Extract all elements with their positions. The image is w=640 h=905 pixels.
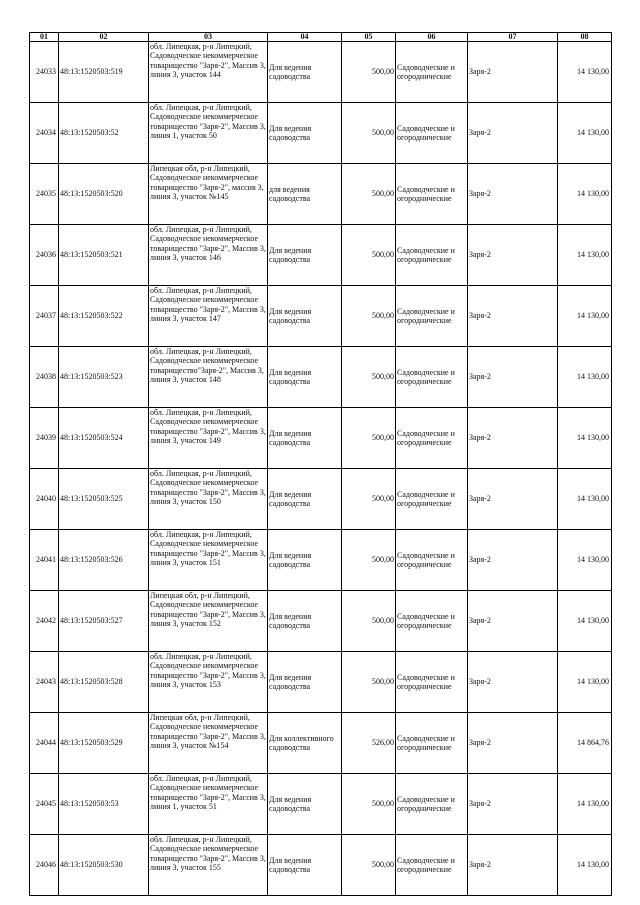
cadastral-number-cell: 48:13:1520503:529 xyxy=(59,713,149,774)
table-row xyxy=(30,347,612,408)
cadastral-value-cell: 14 130,00 xyxy=(558,164,612,225)
table-row xyxy=(30,286,612,347)
permitted-use-cell: Для ведения садоводства xyxy=(268,469,342,530)
address-text: обл. Липецкая, р-н Липецкий, Садоводческое некоммерческое товарищество "Заря-2", Массив 3, линия 3, участок 150 xyxy=(150,469,266,507)
area-cell: 500,00 xyxy=(342,530,396,591)
permitted-use-cell: Для ведения садоводства xyxy=(268,835,342,896)
land-category-cell: Садоводческие и огороднические xyxy=(396,713,468,774)
address-cell xyxy=(149,713,268,774)
table-row xyxy=(30,835,612,896)
address-cell xyxy=(149,103,268,164)
locality-cell: Заря-2 xyxy=(468,286,558,347)
row-number-cell: 24036 xyxy=(30,225,59,286)
locality-cell: Заря-2 xyxy=(468,591,558,652)
cadastral-number-cell: 48:13:1520503:519 xyxy=(59,42,149,103)
permitted-use-cell: Для ведения садоводства xyxy=(268,530,342,591)
land-category-cell: Садоводческие и огороднические xyxy=(396,225,468,286)
row-number-cell: 24044 xyxy=(30,713,59,774)
land-plots-table xyxy=(29,32,612,896)
address-text: обл. Липецкая, р-н Липецкий, Садоводческое некоммерческое товарищество "Заря-2", Массив 3, линия 3, участок 151 xyxy=(150,530,266,568)
cadastral-number-cell: 48:13:1520503:530 xyxy=(59,835,149,896)
cadastral-number-cell: 48:13:1520503:52 xyxy=(59,103,149,164)
table-row xyxy=(30,42,612,103)
address-cell xyxy=(149,164,268,225)
land-category-cell: Садоводческие и огороднические xyxy=(396,408,468,469)
row-number-cell: 24043 xyxy=(30,652,59,713)
permitted-use-cell: Для ведения садоводства xyxy=(268,652,342,713)
area-cell: 500,00 xyxy=(342,408,396,469)
locality-cell: Заря-2 xyxy=(468,408,558,469)
header-cell: 07 xyxy=(468,33,558,42)
permitted-use-cell: Для ведения садоводства xyxy=(268,103,342,164)
row-number-cell: 24042 xyxy=(30,591,59,652)
locality-cell: Заря-2 xyxy=(468,347,558,408)
area-cell: 500,00 xyxy=(342,469,396,530)
land-category-cell: Садоводческие и огороднические xyxy=(396,591,468,652)
address-text: обл. Липецкая, р-н Липецкий, Садоводческое некоммерческое товарищество "Заря-2", Массив 3, линия 3, участок 155 xyxy=(150,835,266,873)
address-text: Липецкая обл, р-н Липецкий, Садоводческое некоммерческое товарищество "Заря-2", Массив 3, линия 3, участок 152 xyxy=(150,591,266,629)
table-row xyxy=(30,103,612,164)
area-cell: 500,00 xyxy=(342,652,396,713)
row-number-cell: 24037 xyxy=(30,286,59,347)
locality-cell: Заря-2 xyxy=(468,225,558,286)
cadastral-value-cell: 14 130,00 xyxy=(558,408,612,469)
land-category-cell: Садоводческие и огороднические xyxy=(396,103,468,164)
area-cell: 500,00 xyxy=(342,103,396,164)
address-cell xyxy=(149,774,268,835)
land-category-cell: Садоводческие и огороднические xyxy=(396,652,468,713)
address-text: обл. Липецкая, р-н Липецкий, Садоводческое некоммерческое товарищество "Заря-2", Массив 3, линия 3, участок 146 xyxy=(150,225,266,263)
header-cell: 08 xyxy=(558,33,612,42)
address-cell xyxy=(149,530,268,591)
address-text: Липецкая обл, р-н Липецкий, Садоводческое некоммерческое товарищество "Заря-2", массив 3, линия 3, участок №145 xyxy=(150,164,264,202)
address-cell xyxy=(149,42,268,103)
address-text: обл. Липецкая, р-н Липецкий, Садоводческое некоммерческое товарищество "Заря-2", Массив 3, линия 3, участок 147 xyxy=(150,286,266,324)
table-row xyxy=(30,164,612,225)
land-category-cell: Садоводческие и огороднические xyxy=(396,42,468,103)
header-cell: 02 xyxy=(59,33,149,42)
cadastral-value-cell: 14 130,00 xyxy=(558,835,612,896)
locality-cell: Заря-2 xyxy=(468,103,558,164)
address-text: обл. Липецкая, р-н Липецкий, Садоводческое некоммерческое товарищество "Заря-2", Массив 3, линия 3, участок 153 xyxy=(150,652,266,690)
area-cell: 500,00 xyxy=(342,835,396,896)
cadastral-value-cell: 14 130,00 xyxy=(558,286,612,347)
land-category-cell: Садоводческие и огороднические xyxy=(396,835,468,896)
table-row xyxy=(30,530,612,591)
cadastral-value-cell: 14 130,00 xyxy=(558,591,612,652)
cadastral-number-cell: 48:13:1520503:525 xyxy=(59,469,149,530)
permitted-use-cell: Для ведения садоводства xyxy=(268,286,342,347)
address-text: обл. Липецкая, р-н Липецкий, Садоводческое некоммерческое товарищество "Заря-2", Массив 3, линия 1, участок 51 xyxy=(150,774,266,812)
header-cell: 04 xyxy=(268,33,342,42)
address-cell xyxy=(149,225,268,286)
cadastral-value-cell: 14 130,00 xyxy=(558,530,612,591)
cadastral-number-cell: 48:13:1520503:522 xyxy=(59,286,149,347)
cadastral-number-cell: 48:13:1520503:523 xyxy=(59,347,149,408)
permitted-use-cell: Для ведения садоводства xyxy=(268,591,342,652)
address-text: обл. Липецкая, р-н Липецкий, Садоводческое некоммерческое товарищество "Заря-2", Массив 3, линия 3, участок 144 xyxy=(150,42,266,80)
header-cell: 03 xyxy=(149,33,268,42)
locality-cell: Заря-2 xyxy=(468,774,558,835)
table-row xyxy=(30,591,612,652)
header-cell: 05 xyxy=(342,33,396,42)
cadastral-number-cell: 48:13:1520503:520 xyxy=(59,164,149,225)
row-number-cell: 24045 xyxy=(30,774,59,835)
row-number-cell: 24039 xyxy=(30,408,59,469)
address-cell xyxy=(149,408,268,469)
cadastral-value-cell: 14 130,00 xyxy=(558,774,612,835)
address-text: обл. Липецкая, р-н Липецкий, Садоводческое некоммерческое товарищество "Заря-2", Массив 3, линия 1, участок 50 xyxy=(150,103,266,141)
cadastral-value-cell: 14 130,00 xyxy=(558,347,612,408)
address-text: Липецкая обл, р-н Липецкий, Садоводческое некоммерческое товарищество "Заря-2", Массив 3, линия 3, участок №154 xyxy=(150,713,266,751)
locality-cell: Заря-2 xyxy=(468,713,558,774)
row-number-cell: 24033 xyxy=(30,42,59,103)
cadastral-number-cell: 48:13:1520503:527 xyxy=(59,591,149,652)
header-cell: 06 xyxy=(396,33,468,42)
area-cell: 500,00 xyxy=(342,286,396,347)
address-text: обл. Липецкая, р-н Липецкий, Садоводческое некоммерческое товарищество "Заря-2", Массив 3, линия 3, участок 149 xyxy=(150,408,266,446)
table-row xyxy=(30,408,612,469)
area-cell: 500,00 xyxy=(342,42,396,103)
cadastral-number-cell: 48:13:1520503:528 xyxy=(59,652,149,713)
address-cell xyxy=(149,347,268,408)
cadastral-value-cell: 14 130,00 xyxy=(558,225,612,286)
area-cell: 500,00 xyxy=(342,347,396,408)
locality-cell: Заря-2 xyxy=(468,835,558,896)
cadastral-value-cell: 14 130,00 xyxy=(558,103,612,164)
table-row xyxy=(30,713,612,774)
locality-cell: Заря-2 xyxy=(468,42,558,103)
registry-sheet xyxy=(29,32,611,896)
table-row xyxy=(30,774,612,835)
land-category-cell: Садоводческие и огороднические xyxy=(396,530,468,591)
address-cell xyxy=(149,591,268,652)
row-number-cell: 24038 xyxy=(30,347,59,408)
cadastral-value-cell: 14 130,00 xyxy=(558,42,612,103)
permitted-use-cell: Для ведения садоводства xyxy=(268,225,342,286)
header-row xyxy=(30,33,612,42)
land-category-cell: Садоводческие и огороднические xyxy=(396,469,468,530)
table-row xyxy=(30,469,612,530)
permitted-use-cell: Для ведения садоводства xyxy=(268,408,342,469)
permitted-use-cell: Для ведения садоводства xyxy=(268,42,342,103)
address-cell xyxy=(149,652,268,713)
locality-cell: Заря-2 xyxy=(468,469,558,530)
row-number-cell: 24041 xyxy=(30,530,59,591)
address-cell xyxy=(149,835,268,896)
locality-cell: Заря-2 xyxy=(468,652,558,713)
locality-cell: Заря-2 xyxy=(468,164,558,225)
cadastral-value-cell: 14 864,76 xyxy=(558,713,612,774)
cadastral-number-cell: 48:13:1520503:53 xyxy=(59,774,149,835)
land-category-cell: Садоводческие и огороднические xyxy=(396,164,468,225)
address-cell xyxy=(149,286,268,347)
area-cell: 500,00 xyxy=(342,774,396,835)
land-category-cell: Садоводческие и огороднические xyxy=(396,286,468,347)
permitted-use-cell: для ведения садоводства xyxy=(268,164,342,225)
locality-cell: Заря-2 xyxy=(468,530,558,591)
row-number-cell: 24035 xyxy=(30,164,59,225)
table-row xyxy=(30,225,612,286)
area-cell: 500,00 xyxy=(342,591,396,652)
row-number-cell: 24034 xyxy=(30,103,59,164)
land-category-cell: Садоводческие и огороднические xyxy=(396,774,468,835)
permitted-use-cell: Для ведения садоводства xyxy=(268,347,342,408)
cadastral-value-cell: 14 130,00 xyxy=(558,652,612,713)
header-cell: 01 xyxy=(30,33,59,42)
land-category-cell: Садоводческие и огороднические xyxy=(396,347,468,408)
cadastral-value-cell: 14 130,00 xyxy=(558,469,612,530)
table-row xyxy=(30,652,612,713)
area-cell: 526,00 xyxy=(342,713,396,774)
cadastral-number-cell: 48:13:1520503:526 xyxy=(59,530,149,591)
area-cell: 500,00 xyxy=(342,225,396,286)
permitted-use-cell: Для ведения садоводства xyxy=(268,774,342,835)
row-number-cell: 24046 xyxy=(30,835,59,896)
address-text: обл. Липецкая, р-н Липецкий, Садоводческое некоммерческое товарищество"Заря-2", Массив 3, линия 3, участок 148 xyxy=(150,347,264,385)
row-number-cell: 24040 xyxy=(30,469,59,530)
permitted-use-cell: Для коллективного садоводства xyxy=(268,713,342,774)
address-cell xyxy=(149,469,268,530)
area-cell: 500,00 xyxy=(342,164,396,225)
cadastral-number-cell: 48:13:1520503:524 xyxy=(59,408,149,469)
cadastral-number-cell: 48:13:1520503:521 xyxy=(59,225,149,286)
